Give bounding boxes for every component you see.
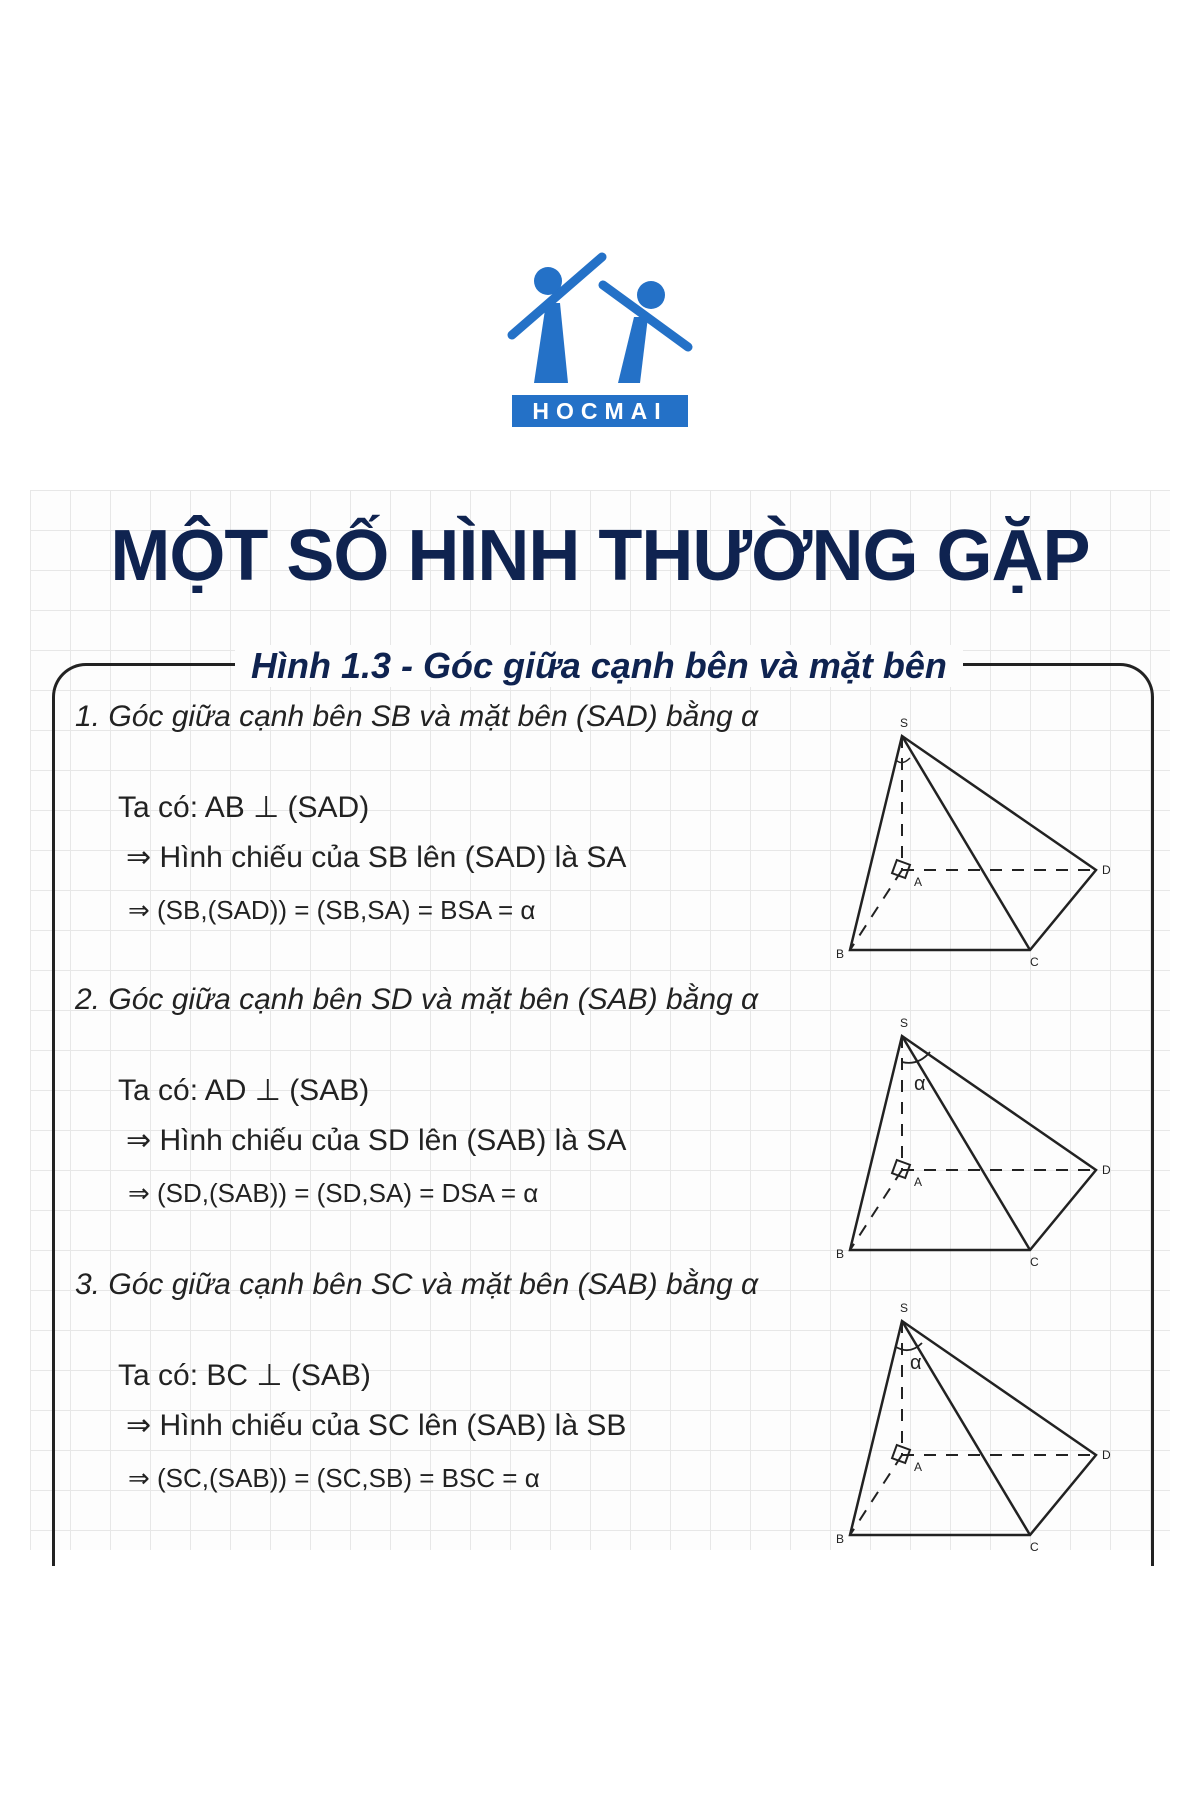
item-2-projection: ⇒ Hình chiếu của SD lên (SAB) là SA [126,1124,627,1157]
item-1-pyramid-figure [830,700,1120,969]
angle-alpha-label: α [910,1352,922,1374]
item-3-projection: ⇒ Hình chiếu của SC lên (SAB) là SB [126,1409,627,1442]
hocmai-logo [508,255,692,435]
item-2-heading: 2. Góc giữa cạnh bên SD và mặt bên (SAB) bằng α [75,983,759,1016]
label-b: B [836,1532,845,1546]
label-d: D [1102,863,1111,877]
item-1-projection: ⇒ Hình chiếu của SB lên (SAD) là SA [126,841,627,874]
angle-alpha-label: α [914,1073,926,1095]
label-a: A [914,1460,923,1474]
item-1-formula: ⇒ (SB,(SAD)) = (SB,SA) = BSA = α [128,895,536,925]
label-d: D [1102,1448,1111,1462]
item-1-premise: Ta có: AB ⊥ (SAD) [118,791,370,824]
label-s: S [900,1016,909,1030]
item-2-premise: Ta có: AD ⊥ (SAB) [118,1074,370,1107]
item-3-pyramid-figure [830,1285,1120,1554]
label-d: D [1102,1163,1111,1177]
item-3-premise: Ta có: BC ⊥ (SAB) [118,1359,371,1392]
label-c: C [1030,1255,1039,1269]
label-s: S [900,716,909,730]
label-a: A [914,1175,923,1189]
page-title: MỘT SỐ HÌNH THƯỜNG GẶP [110,516,1090,596]
section-subtitle: Hình 1.3 - Góc giữa cạnh bên và mặt bên [235,645,963,687]
label-a: A [914,875,923,889]
label-s: S [900,1301,909,1315]
logo-wordmark: HOCMAI [512,395,688,427]
item-3-heading: 3. Góc giữa cạnh bên SC và mặt bên (SAB) bằng α [75,1268,759,1301]
label-c: C [1030,1540,1039,1554]
logo-figures-icon [508,255,692,395]
label-c: C [1030,955,1039,969]
item-2-pyramid-figure [830,1000,1120,1269]
item-3-formula: ⇒ (SC,(SAB)) = (SC,SB) = BSC = α [128,1463,540,1493]
label-b: B [836,947,845,961]
label-b: B [836,1247,845,1261]
item-2-formula: ⇒ (SD,(SAB)) = (SD,SA) = DSA = α [128,1178,539,1208]
item-1-heading: 1. Góc giữa cạnh bên SB và mặt bên (SAD) bằng α [75,700,759,733]
